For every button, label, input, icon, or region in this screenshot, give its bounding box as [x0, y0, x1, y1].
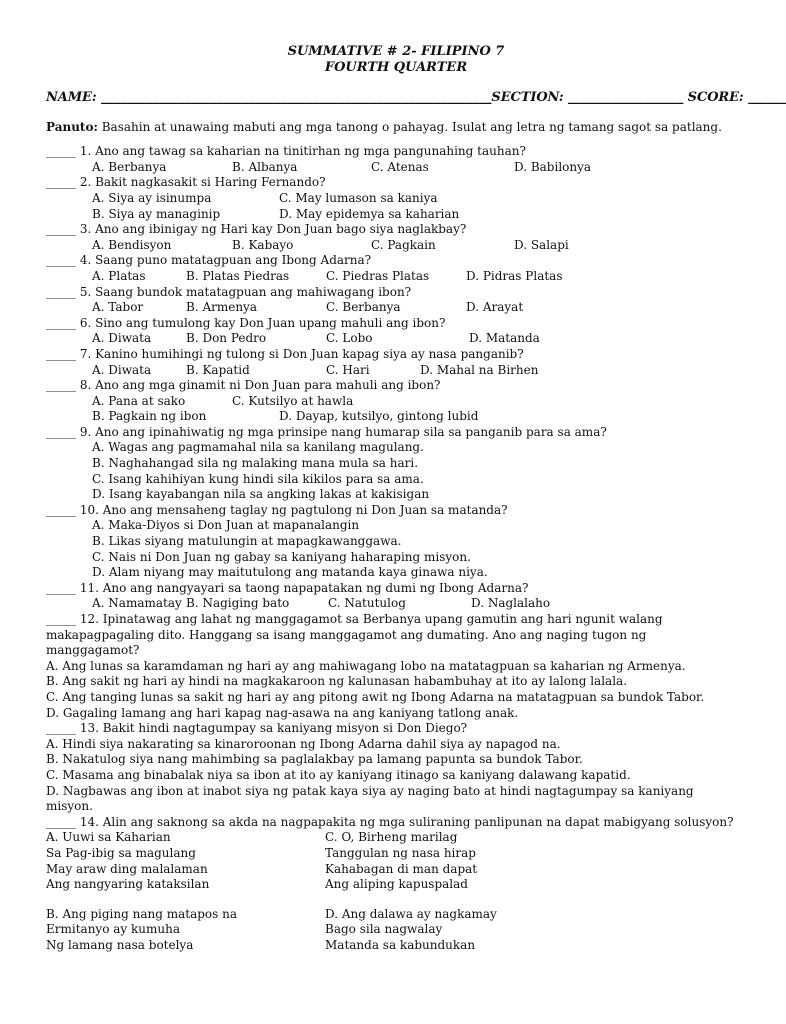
- choice: D. Mahal na Birhen: [420, 362, 539, 377]
- stanza-a-line: Ang nangyaring kataksilan: [46, 877, 210, 892]
- choice: A. Tabor: [92, 300, 144, 315]
- choice: A. Diwata: [92, 331, 152, 346]
- choice: A. Ang lunas sa karamdaman ng hari ay ang mahiwagang lobo na matatagpuan sa kaharian ng Armenya.: [46, 658, 686, 673]
- choice: B. Kapatid: [186, 362, 250, 377]
- choice: D. May epidemya sa kaharian: [279, 206, 460, 221]
- choice: C. May lumason sa kaniya: [279, 190, 438, 205]
- choice: A. Pana at sako: [92, 393, 186, 408]
- stanza-b-line: Ermitanyo ay kumuha: [46, 922, 180, 937]
- choice: B. Albanya: [232, 159, 298, 174]
- stanza-row: [46, 922, 746, 938]
- choices-11: [46, 596, 746, 612]
- choice: C. Nais ni Don Juan ng gabay sa kaniyang haharaping misyon.: [92, 549, 471, 564]
- choice: B. Likas siyang matulungin at mapagkawanggawa.: [92, 534, 402, 549]
- question-12: _____ 12. Ipinatawag ang lahat ng manggagamot sa Berbanya upang gamutin ang hari ngunit walang: [46, 612, 663, 626]
- choice: B. Armenya: [186, 300, 257, 315]
- choice: C. Lobo: [326, 331, 373, 346]
- choice: D. Naglalaho: [471, 596, 551, 611]
- choice: B. Pagkain ng ibon: [92, 409, 207, 424]
- choices-8b: [46, 409, 746, 425]
- choice: D. Dayap, kutsilyo, gintong lubid: [279, 409, 479, 424]
- choice: D. Pidras Platas: [466, 268, 563, 283]
- choices-2a: [46, 191, 746, 207]
- stanza-row: [46, 830, 746, 846]
- instructions: [46, 120, 746, 136]
- choice: B. Naghahangad sila ng malaking mana mula sa hari.: [92, 456, 419, 471]
- stanza-row: [46, 938, 746, 954]
- choice: A. Diwata: [92, 362, 152, 377]
- question-8: _____ 8. Ano ang mga ginamit ni Don Juan para mahuli ang ibon?: [46, 378, 441, 393]
- section-blank[interactable]: __________________: [568, 90, 684, 105]
- choice: D. Isang kayabangan nila sa angking lakas at kakisigan: [92, 487, 430, 502]
- section-label: SECTION:: [491, 90, 564, 105]
- choice: D. Matanda: [469, 331, 540, 346]
- question-6: _____ 6. Sino ang tumulong kay Don Juan upang mahuli ang ibon?: [46, 315, 446, 330]
- stanza-a-line: A. Uuwi sa Kaharian: [46, 830, 171, 845]
- question-14: _____ 14. Alin ang saknong sa akda na nagpapakita ng mga suliraning panlipunan na dapat mabigyang solusyon?: [46, 814, 734, 829]
- stanza-b-line: B. Ang piging nang matapos na: [46, 906, 237, 921]
- name-blank[interactable]: _____________________________________________________________: [101, 90, 492, 105]
- choice: C. Hari: [326, 362, 370, 377]
- stanza-d-line: D. Ang dalawa ay nagkamay: [325, 906, 497, 921]
- stanza-a-line: Sa Pag-ibig sa magulang: [46, 845, 196, 860]
- choice: A. Berbanya: [92, 159, 167, 174]
- question-5: _____ 5. Saang bundok matatagpuan ang mahiwagang ibon?: [46, 284, 412, 299]
- student-info-line: [46, 90, 786, 106]
- choice: D. Alam niyang may maitutulong ang matanda kaya ginawa niya.: [92, 565, 488, 580]
- spacer: [46, 893, 746, 907]
- question-10: _____ 10. Ano ang mensaheng taglay ng pagtulong ni Don Juan sa matanda?: [46, 502, 508, 517]
- choice: C. Berbanya: [326, 300, 401, 315]
- stanza-c-line: Tanggulan ng nasa hirap: [325, 845, 476, 860]
- choice: D. Nagbawas ang ibon at inabot siya ng patak kaya siya ay naging bato at hindi nagtagumpay sa kaniyang: [46, 783, 694, 798]
- stanza-row: [46, 907, 746, 923]
- choice: A. Namamatay: [92, 596, 182, 611]
- choice: A. Wagas ang pagmamahal nila sa kanilang magulang.: [92, 440, 424, 455]
- choices-8a: [46, 394, 746, 410]
- choices-6: [46, 331, 746, 347]
- choice: A. Hindi siya nakarating sa kinaroroonan ng Ibong Adarna dahil siya ay napagod na.: [46, 736, 561, 751]
- score-label: SCORE:: [687, 90, 744, 105]
- choice: D. Arayat: [466, 300, 524, 315]
- stanza-d-line: Matanda sa kabundukan: [325, 937, 476, 952]
- choice: A. Bendisyon: [92, 237, 172, 252]
- choice: B. Nakatulog siya nang mahimbing sa paglalakbay pa lamang papunta sa bundok Tabor.: [46, 752, 583, 767]
- choice: D. Salapi: [514, 237, 569, 252]
- stanza-row: [46, 862, 746, 878]
- choice: D. Babilonya: [514, 159, 592, 174]
- exam-title: SUMMATIVE # 2- FILIPINO 7: [287, 44, 505, 59]
- choice: C. Masama ang binabalak niya sa ibon at ito ay kaniyang itinago sa kaniyang dalawang kapatid.: [46, 767, 631, 782]
- choice: C. Natutulog: [328, 596, 406, 611]
- choice: D. Gagaling lamang ang hari kapag nag-asawa na ang kaniyang tatlong anak.: [46, 705, 519, 720]
- choice: C. Ang tanging lunas sa sakit ng hari ay ang pitong awit ng Ibong Adarna na matatagpuan sa bundok Tabor.: [46, 689, 705, 704]
- choice-cont: misyon.: [46, 799, 93, 814]
- choice: C. Piedras Platas: [326, 268, 430, 283]
- exam-quarter: FOURTH QUARTER: [324, 60, 468, 75]
- stanza-a-line: May araw ding malalaman: [46, 861, 208, 876]
- stanza-c-line: C. O, Birheng marilag: [325, 830, 458, 845]
- question-9: _____ 9. Ano ang ipinahiwatig ng mga prinsipe nang humarap sila sa panganib para sa ama?: [46, 424, 607, 439]
- choice: A. Platas: [92, 268, 146, 283]
- choices-4: [46, 269, 746, 285]
- instructions-label: Panuto:: [46, 119, 98, 134]
- stanza-c-line: Ang aliping kapuspalad: [325, 877, 468, 892]
- choices-2b: [46, 207, 746, 223]
- choice: C. Pagkain: [371, 237, 436, 252]
- choice: C. Isang kahihiyan kung hindi sila kikilos para sa ama.: [92, 471, 424, 486]
- choice: C. Kutsilyo at hawla: [232, 393, 354, 408]
- choice: B. Kabayo: [232, 237, 294, 252]
- question-3: _____ 3. Ano ang ibinigay ng Hari kay Don Juan bago siya naglakbay?: [46, 222, 467, 237]
- choices-3: [46, 238, 746, 254]
- stanza-d-line: Bago sila nagwalay: [325, 922, 443, 937]
- stanza-row: [46, 877, 746, 893]
- name-label: NAME:: [46, 90, 97, 105]
- exam-page: [46, 44, 786, 953]
- instructions-text: Basahin at unawaing mabuti ang mga tanong o pahayag. Isulat ang letra ng tamang sagot sa patlang.: [97, 119, 722, 134]
- choice: A. Maka-Diyos si Don Juan at mapanalangin: [92, 518, 360, 533]
- question-12-cont: manggagamot?: [46, 643, 140, 658]
- choices-5: [46, 300, 746, 316]
- question-12-cont: makapagpagaling dito. Hanggang sa isang manggagamot ang dumating. Ano ang naging tugon ng: [46, 627, 647, 642]
- choices-7: [46, 363, 746, 379]
- choice: B. Nagiging bato: [186, 596, 290, 611]
- question-7: _____ 7. Kanino humihingi ng tulong si Don Juan kapag siya ay nasa panganib?: [46, 346, 524, 361]
- stanza-row: [46, 846, 746, 862]
- choice: C. Atenas: [371, 159, 429, 174]
- question-1: _____ 1. Ano ang tawag sa kaharian na tinitirhan ng mga pangunahing tauhan?: [46, 144, 526, 159]
- choice: B. Ang sakit ng hari ay hindi na magkakaroon ng kalunasan habambuhay at ito ay lalong lalala.: [46, 674, 628, 689]
- choice: B. Siya ay managinip: [92, 206, 221, 221]
- choice: B. Don Pedro: [186, 331, 267, 346]
- choices-1: [46, 160, 746, 176]
- question-2: _____ 2. Bakit nagkasakit si Haring Fernando?: [46, 175, 326, 190]
- choice: B. Platas Piedras: [186, 268, 290, 283]
- question-4: _____ 4. Saang puno matatagpuan ang Ibong Adarna?: [46, 253, 372, 268]
- score-blank[interactable]: ______: [748, 90, 786, 105]
- question-11: _____ 11. Ano ang nangyayari sa taong napapatakan ng dumi ng Ibong Adarna?: [46, 580, 529, 595]
- stanza-c-line: Kahabagan di man dapat: [325, 861, 478, 876]
- stanza-b-line: Ng lamang nasa botelya: [46, 937, 194, 952]
- question-13: _____ 13. Bakit hindi nagtagumpay sa kaniyang misyon si Don Diego?: [46, 721, 468, 736]
- choice: A. Siya ay isinumpa: [92, 190, 212, 205]
